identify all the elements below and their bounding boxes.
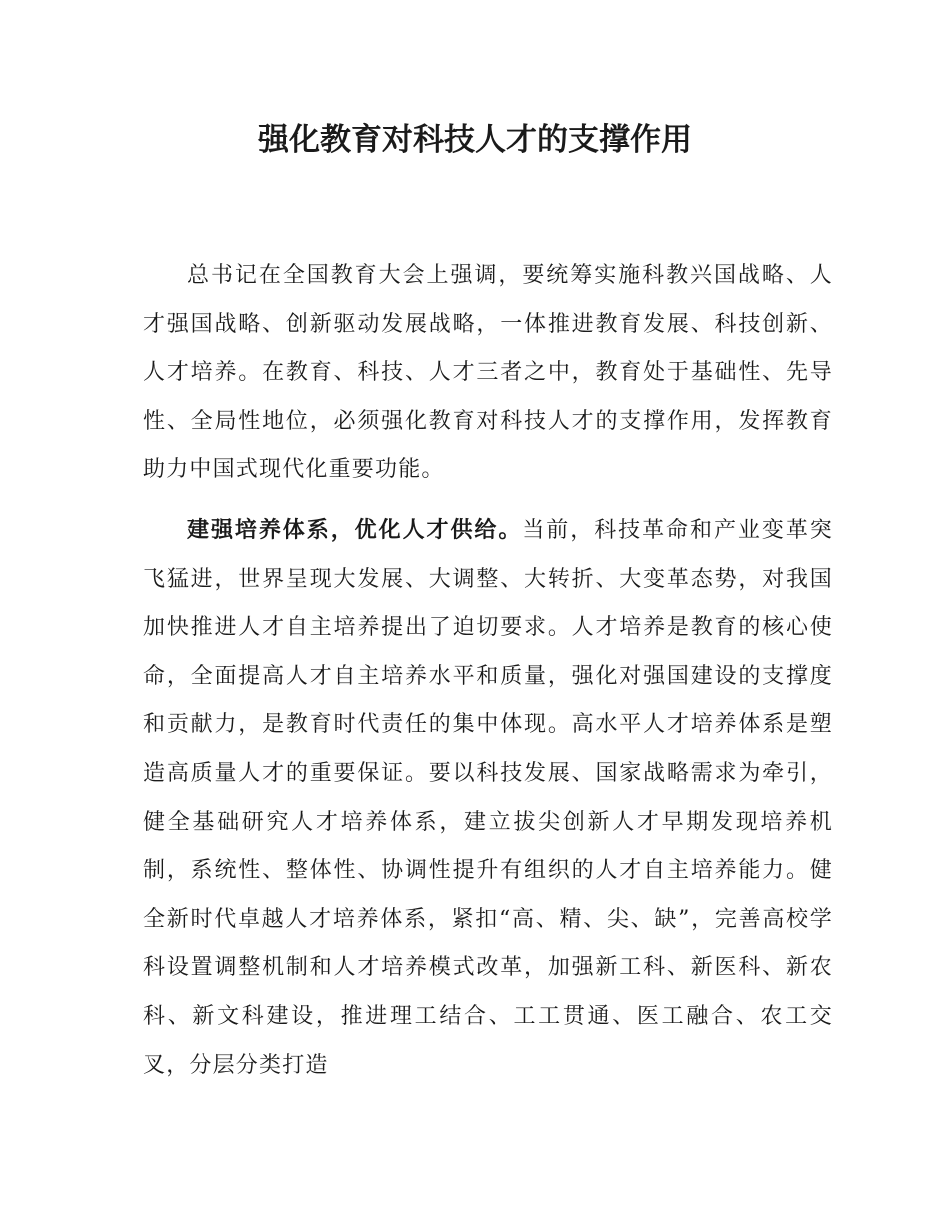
paragraph-lead: 建强培养体系，优化人才供给。 (187, 517, 523, 543)
paragraph-training-system (143, 507, 833, 1090)
paragraph-text: 总书记在全国教育大会上强调，要统筹实施科教兴国战略、人才强国战略、创新驱动发展战略，一体推进教育发展、科技创新、人才培养。在教育、科技、人才三者之中，教育处于基础性、先导性、全局性地位，必须强化教育对科技人才的支撑作用，发挥教育助力中国式现代化重要功能。 (143, 263, 833, 483)
paragraph-text: 当前，科技革命和产业变革突飞猛进，世界呈现大发展、大调整、大转折、大变革态势，对我国加快推进人才自主培养提出了迫切要求。人才培养是教育的核心使命，全面提高人才自主培养水平和质量，强化对强国建设的支撑度和贡献力，是教育时代责任的集中体现。高水平人才培养体系是塑造高质量人才的重要保证。要以科技发展、国家战略需求为牵引，健全基础研究人才培养体系，建立拔尖创新人才早期发现培养机制，系统性、整体性、协调性提升有组织的人才自主培养能力。健全新时代卓越人才培养体系，紧扣“高、精、尖、缺”，完善高校学科设置调整机制和人才培养模式改革，加强新工科、新医科、新农科、新文科建设，推进理工结合、工工贯通、医工融合、农工交叉，分层分类打造 (143, 517, 833, 1078)
paragraph-intro (143, 252, 833, 495)
document-title: 强化教育对科技人才的支撑作用 (258, 122, 692, 158)
document-body (143, 252, 833, 1102)
